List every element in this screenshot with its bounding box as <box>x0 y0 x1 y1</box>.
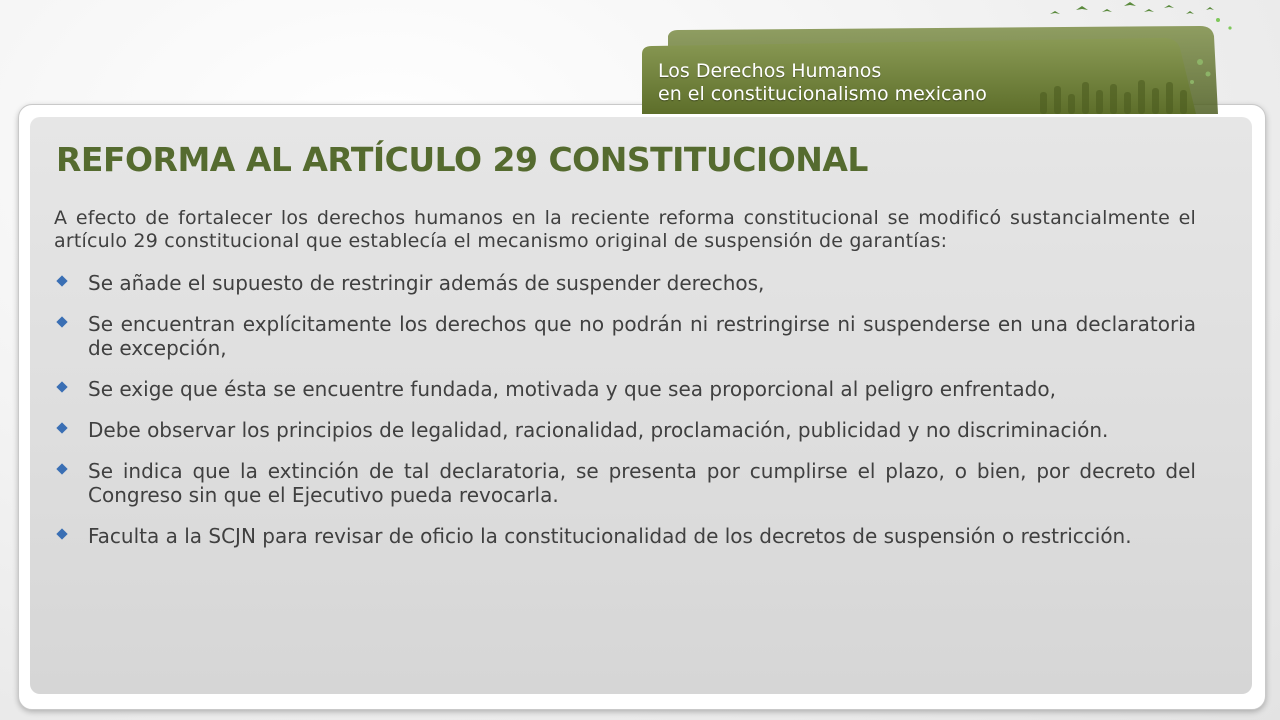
bullet-text: Se encuentran explícitamente los derechos que no podrán ni restringirse ni suspenderse en una declaratoria de excepción, <box>88 312 1196 360</box>
diamond-bullet-icon <box>56 316 67 327</box>
bullet-text: Debe observar los principios de legalidad, racionalidad, proclamación, publicidad y no discriminación. <box>88 418 1109 442</box>
banner-title-line1: Los Derechos Humanos <box>658 60 882 82</box>
bullet-list <box>54 271 1196 548</box>
bullet-text: Se indica que la extinción de tal declaratoria, se presenta por cumplirse el plazo, o bien, por decreto del Congreso sin que el Ejecutivo pueda revocarla. <box>88 459 1196 507</box>
bullet-item <box>54 271 1196 295</box>
bullet-text: Faculta a la SCJN para revisar de oficio la constitucionalidad de los decretos de suspensión o restricción. <box>88 524 1132 548</box>
bullet-text: Se exige que ésta se encuentre fundada, motivada y que sea proporcional al peligro enfrentado, <box>88 377 1056 401</box>
bullet-item <box>54 418 1196 442</box>
slide-title: REFORMA AL ARTÍCULO 29 CONSTITUCIONAL <box>56 140 868 179</box>
diamond-bullet-icon <box>56 528 67 539</box>
flying-birds-icon <box>1040 0 1270 40</box>
intro-paragraph: A efecto de fortalecer los derechos humanos en la reciente reforma constitucional se modificó sustancialmente el artículo 29 constitucional que establecía el mecanismo original de suspensión de garantías: <box>54 207 1196 252</box>
bullet-text: Se añade el supuesto de restringir además de suspender derechos, <box>88 271 765 295</box>
bullet-item <box>54 524 1196 548</box>
bullet-item <box>54 312 1196 360</box>
diamond-bullet-icon <box>56 275 67 286</box>
diamond-bullet-icon <box>56 463 67 474</box>
diamond-bullet-icon <box>56 422 67 433</box>
banner-title <box>658 60 987 106</box>
bullet-item <box>54 459 1196 507</box>
slide-body <box>54 207 1196 565</box>
bullet-item <box>54 377 1196 401</box>
diamond-bullet-icon <box>56 381 67 392</box>
banner-title-line2: en el constitucionalismo mexicano <box>658 83 987 105</box>
